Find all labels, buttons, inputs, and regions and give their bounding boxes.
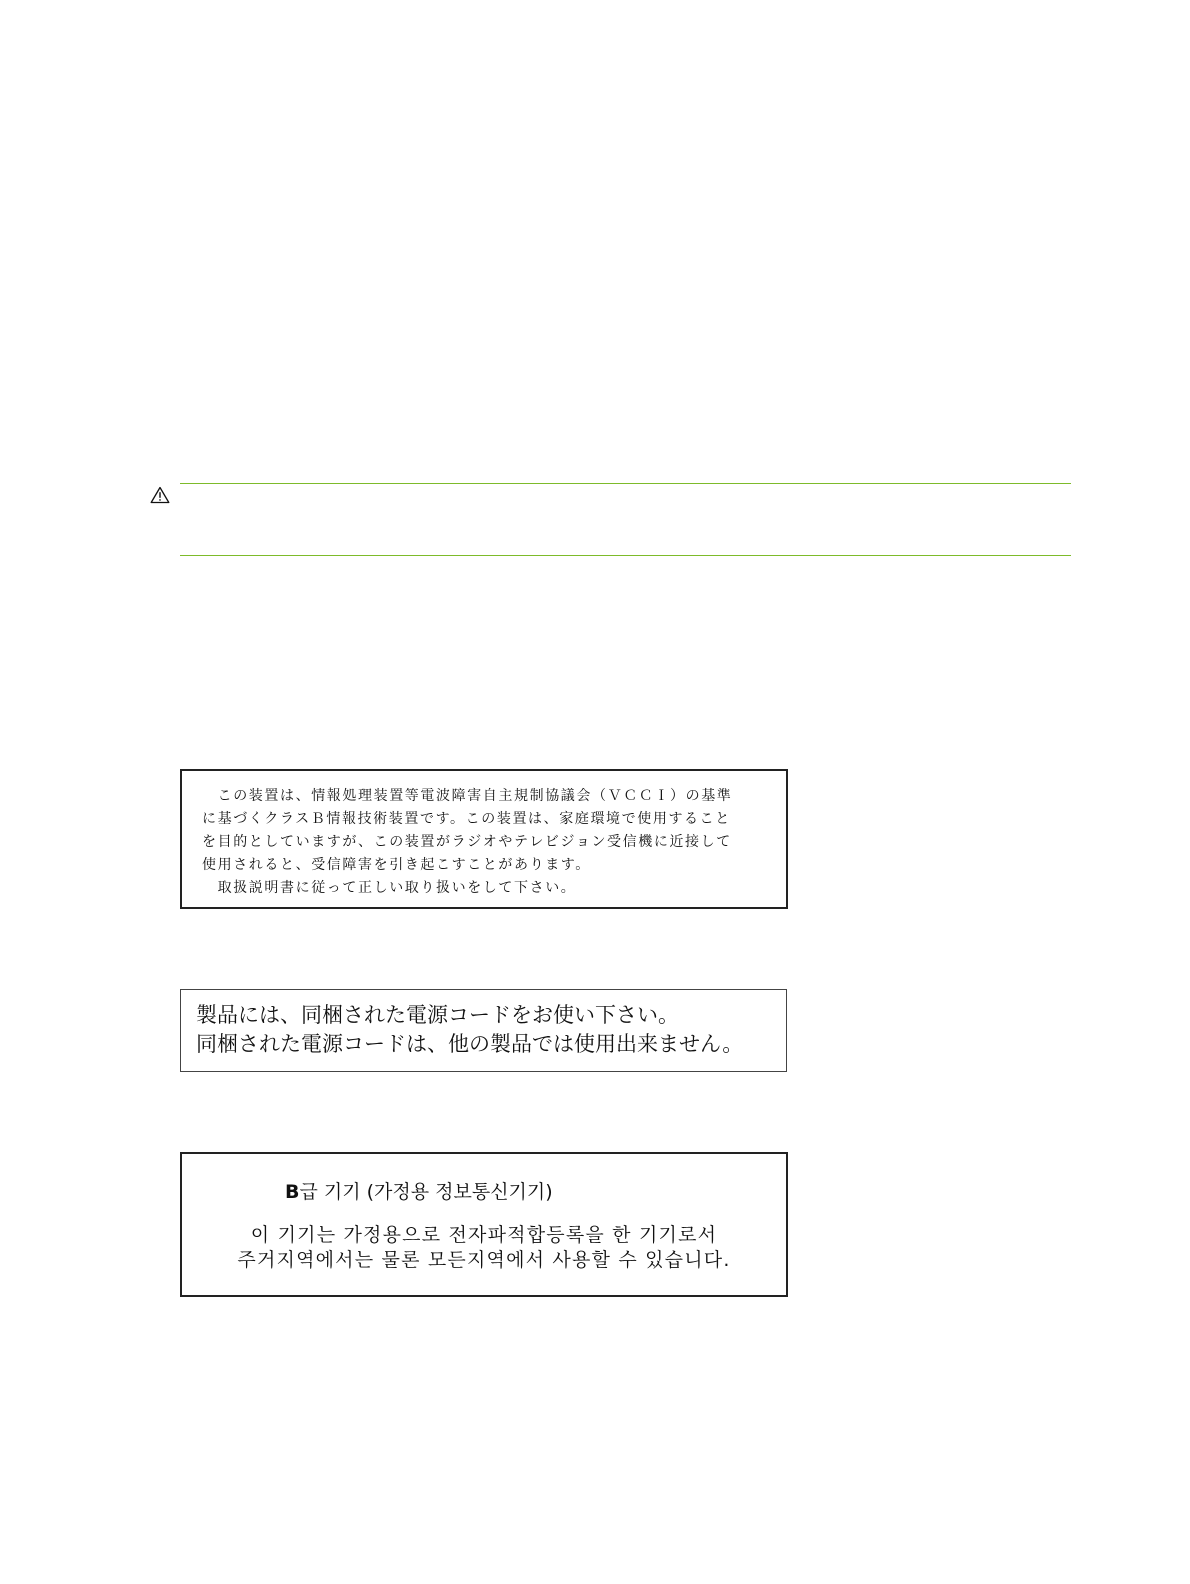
vcci-line: に基づくクラスＢ情報技術装置です。この装置は、家庭環境で使用すること bbox=[202, 811, 731, 827]
korea-notice-class: B bbox=[285, 1181, 300, 1203]
vcci-line: 使用されると、受信障害を引き起こすことがあります。 bbox=[202, 857, 591, 873]
vcci-notice-box bbox=[180, 769, 788, 909]
caution-bottom-rule bbox=[180, 555, 1071, 556]
warning-triangle-icon bbox=[150, 486, 170, 504]
power-cord-line: 同梱された電源コードは、他の製品では使用出来ません。 bbox=[196, 1032, 744, 1056]
korea-notice-line: 주거지역에서는 물론 모든지역에서 사용할 수 있습니다. bbox=[237, 1249, 731, 1271]
korea-notice-body bbox=[182, 1223, 786, 1273]
vcci-line: この装置は、情報処理装置等電波障害自主規制協議会（ＶＣＣＩ）の基準 bbox=[202, 788, 733, 804]
korea-notice-line: 이 기기는 가정용으로 전자파적합등록을 한 기기로서 bbox=[250, 1224, 718, 1246]
korea-class-b-notice-box bbox=[180, 1152, 788, 1297]
vcci-line: を目的としていますが、この装置がラジオやテレビジョン受信機に近接して bbox=[202, 834, 732, 850]
vcci-line: 取扱説明書に従って正しい取り扱いをして下さい。 bbox=[202, 880, 577, 896]
korea-notice-title-text: 급 기기 (가정용 정보통신기기) bbox=[299, 1181, 553, 1203]
korea-notice-title bbox=[285, 1180, 553, 1204]
power-cord-notice-box bbox=[180, 989, 787, 1072]
power-cord-line: 製品には、同梱された電源コードをお使い下さい。 bbox=[196, 1003, 679, 1027]
caution-top-rule bbox=[180, 483, 1071, 484]
